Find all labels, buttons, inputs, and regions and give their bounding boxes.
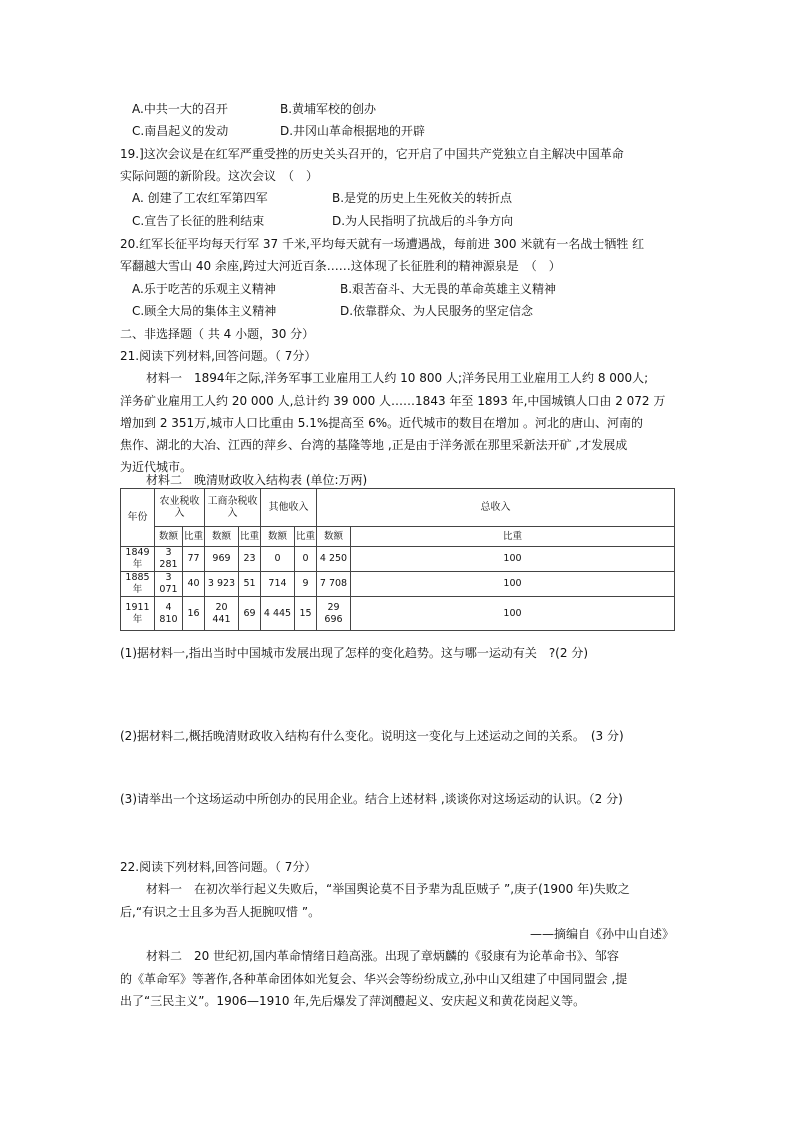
cell-other-amount: 714: [261, 572, 295, 597]
cell-comm-ratio: 51: [239, 572, 261, 597]
q18-option-a: A.中共一大的召开: [132, 102, 228, 116]
q22-title: 22.阅读下列材料,回答问题。（ 7分）: [120, 860, 317, 874]
cell-total-amount: 29 696: [317, 597, 351, 631]
cell-comm-amount: 20 441: [205, 597, 239, 631]
q21-title: 21.阅读下列材料,回答问题。（ 7分）: [120, 349, 317, 363]
q21-subquestion-2: (2)据材料二,概括晚清财政收入结构有什么变化。说明这一变化与上述运动之间的关系。 (3 分): [120, 729, 624, 743]
cell-year: 1849年: [121, 547, 155, 572]
cell-agri-amount: 4 810: [155, 597, 183, 631]
cell-agri-amount: 3 071: [155, 572, 183, 597]
q18-option-d: D.井冈山革命根据地的开辟: [280, 124, 426, 138]
q18-option-c: C.南昌起义的发动: [132, 124, 229, 138]
table-subheader-row: [121, 527, 675, 547]
q22-material2-line2: 的《革命军》等著作,各种革命团体如光复会、华兴会等纷纷成立,孙中山又组建了中国同盟会 ,提: [120, 972, 628, 986]
q21-material1-line2: 洋务矿业雇用工人约 20 000 人,总计约 39 000 人……1843 年至 1893 年,中国城镇人口由 2 072 万: [120, 394, 666, 408]
q21-subquestion-1: (1)据材料一,指出当时中国城市发展出现了怎样的变化趋势。这与哪一运动有关 ?(2 分): [120, 646, 588, 660]
cell-year: 1885年: [121, 572, 155, 597]
header-year: 年份: [121, 489, 155, 547]
q18-option-b: B.黄埔军校的创办: [280, 102, 377, 116]
cell-other-amount: 4 445: [261, 597, 295, 631]
header-total-income: 总收入: [317, 489, 675, 527]
cell-other-ratio: 0: [295, 547, 317, 572]
q22-material1-source: ——摘编自《孙中山自述》: [529, 927, 674, 941]
cell-total-ratio: 100: [351, 597, 675, 631]
q22-material2-line3: 出了“三民主义”。1906—1910 年,先后爆发了萍浏醴起义、安庆起义和黄花岗起义等。: [120, 994, 586, 1008]
subheader-ratio: 比重: [351, 527, 675, 547]
header-commerce-tax-income: 工商杂税收入: [205, 489, 261, 527]
cell-agri-ratio: 77: [183, 547, 205, 572]
cell-comm-amount: 3 923: [205, 572, 239, 597]
cell-other-ratio: 15: [295, 597, 317, 631]
table-row: [121, 597, 675, 631]
q19-option-d: D.为人民指明了抗战后的斗争方向: [332, 214, 514, 228]
subheader-ratio: 比重: [239, 527, 261, 547]
cell-other-amount: 0: [261, 547, 295, 572]
subheader-amount: 数额: [155, 527, 183, 547]
q19-option-a: A. 创建了工农红军第四军: [132, 191, 268, 205]
subheader-amount: 数额: [205, 527, 239, 547]
table-row: [121, 572, 675, 597]
cell-other-ratio: 9: [295, 572, 317, 597]
q19-stem-line2: 实际问题的新阶段。这次会议 （ ）: [120, 169, 319, 183]
header-other-income: 其他收入: [261, 489, 317, 527]
cell-comm-amount: 969: [205, 547, 239, 572]
cell-agri-amount: 3 281: [155, 547, 183, 572]
q22-material2-line1: 材料二 20 世纪初,国内革命情绪日趋高涨。出现了章炳麟的《驳康有为论革命书》、邹容: [146, 949, 619, 963]
cell-comm-ratio: 69: [239, 597, 261, 631]
cell-total-ratio: 100: [351, 572, 675, 597]
subheader-amount: 数额: [317, 527, 351, 547]
subheader-amount: 数额: [261, 527, 295, 547]
q21-material1-line3: 增加到 2 351万,城市人口比重由 5.1%提高至 6%。近代城市的数目在增加 。河北的唐山、河南的: [120, 416, 643, 430]
cell-agri-ratio: 40: [183, 572, 205, 597]
cell-agri-ratio: 16: [183, 597, 205, 631]
table-row: [121, 547, 675, 572]
table-header-row: [121, 489, 675, 527]
q20-option-b: B.艰苦奋斗、大无畏的革命英雄主义精神: [340, 282, 557, 296]
cell-total-amount: 4 250: [317, 547, 351, 572]
cell-comm-ratio: 23: [239, 547, 261, 572]
header-agri-income: 农业税收入: [155, 489, 205, 527]
q19-option-b: B.是党的历史上生死攸关的转折点: [332, 191, 513, 205]
q21-material1-line5: 为近代城市。: [120, 460, 193, 474]
cell-total-ratio: 100: [351, 547, 675, 572]
q19-stem-line1: 19.]这次会议是在红军严重受挫的历史关头召开的，它开启了中国共产党独立自主解决中国革命: [120, 147, 624, 161]
cell-year: 1911年: [121, 597, 155, 631]
subheader-ratio: 比重: [295, 527, 317, 547]
q22-material1-line2: 后,“有识之士且多为吾人扼腕叹惜 ”。: [120, 905, 321, 919]
q19-option-c: C.宣告了长征的胜利结束: [132, 214, 265, 228]
q21-subquestion-3: (3)请举出一个这场运动中所创办的民用企业。结合上述材料 ,谈谈你对这场运动的认识。（2 分): [120, 792, 623, 806]
q20-stem-line1: 20.红军长征平均每天行军 37 千米,平均每天就有一场遭遇战，每前进 300 米就有一名战士牺牲 红: [120, 237, 645, 251]
q20-option-c: C.顾全大局的集体主义精神: [132, 304, 277, 318]
q21-material2-caption: 材料二 晚清财政收入结构表 (单位:万两): [146, 473, 368, 487]
subheader-ratio: 比重: [183, 527, 205, 547]
finance-income-table: [120, 488, 675, 631]
q20-stem-line2: 军翻越大雪山 40 余座,跨过大河近百条……这体现了长征胜利的精神源泉是 （ ）: [120, 259, 561, 273]
q20-option-d: D.依靠群众、为人民服务的坚定信念: [340, 304, 534, 318]
q21-material1-line1: 材料一 1894年之际,洋务军事工业雇用工人约 10 800 人;洋务民用工业雇用工人约 8 000人;: [146, 371, 649, 385]
section-heading-non-choice: 二、非选择题（ 共 4 小题，30 分）: [120, 327, 315, 341]
cell-total-amount: 7 708: [317, 572, 351, 597]
q22-material1-line1: 材料一 在初次举行起义失败后，“举国舆论莫不目予辈为乱臣贼子 ”,庚子(1900 年)失败之: [146, 882, 630, 896]
q21-material1-line4: 焦作、湖北的大冶、江西的萍乡、台湾的基隆等地 ,正是由于洋务派在那里采新法开矿 ,才发展成: [120, 438, 628, 452]
q20-option-a: A.乐于吃苦的乐观主义精神: [132, 282, 276, 296]
